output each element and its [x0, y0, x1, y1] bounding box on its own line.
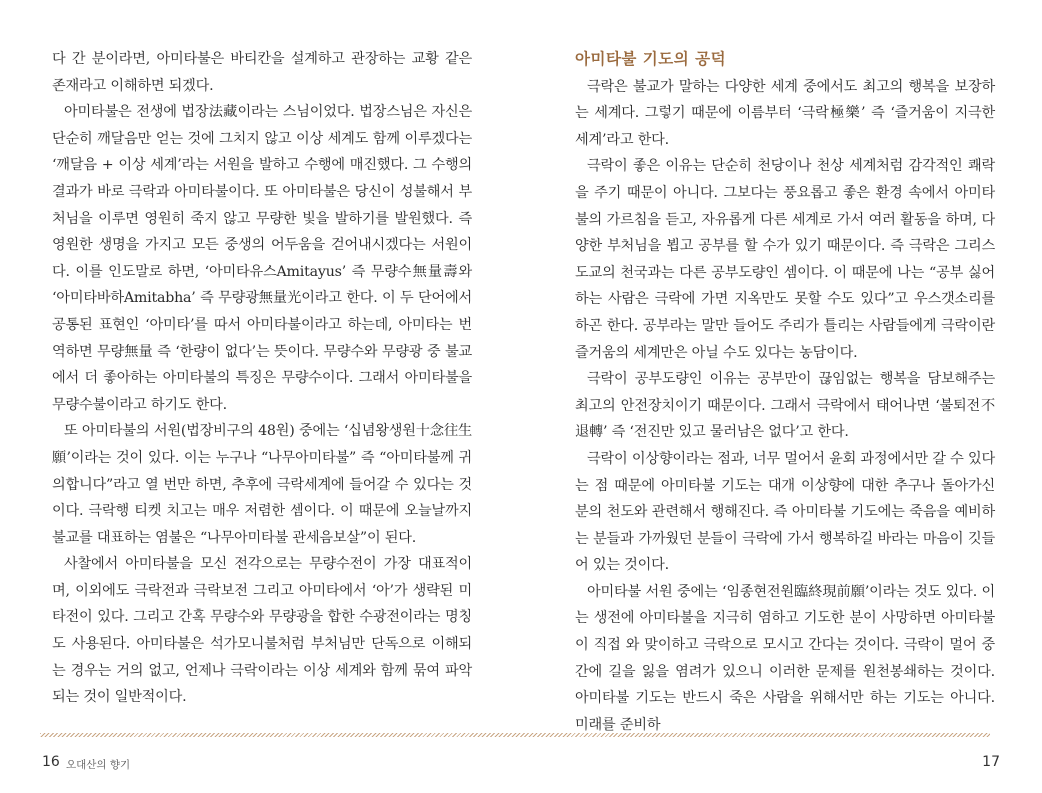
left-paragraph-1: 다 간 분이라면, 아미타불은 바티칸을 설계하고 관장하는 교황 같은 존재라고 이해하면 되겠다. — [52, 51, 472, 94]
left-page-number: 16 — [42, 754, 60, 770]
right-paragraph-2: 극락이 좋은 이유는 단순히 천당이나 천상 세계처럼 감각적인 쾌락을 주기 때문이 아니다. 그보다는 풍요롭고 좋은 환경 속에서 아미타불의 가르침을 듣고, 자유롭게 다른 세계로 가서 여러 활동을 하며, 다양한 부처님을 뵙고 공부를 할 수가 있기 때문이다. 즉 극락은 그리스도교의 천국과는 다른 공부도량인 셈이다. 이 때문에 나는 “공부 싫어하는 사람은 극락에 가면 지옥만도 못할 수도 있다”고 우스갯소리를 하곤 한다. 공부라는 말만 들어도 주리가 틀리는 사람들에게 극락이란 즐거움의 세계만은 아닐 수도 있다는 농담이다. — [575, 158, 995, 361]
right-paragraph-5: 아미타불 서원 중에는 ‘임종현전원臨終現前願’이라는 것도 있다. 이는 생전에 아미타불을 지극히 염하고 기도한 분이 사망하면 아미타불이 직접 와 맞이하고 극락으로 모시고 간다는 것이다. 극락이 멀어 중간에 길을 잃을 염려가 있으니 이러한 문제를 원천봉쇄하는 것이다. 아미타불 기도는 반드시 죽은 사람을 위해서만 하는 기도는 아니다. 미래를 준비하 — [575, 583, 995, 733]
left-paragraph-2: 아미타불은 전생에 법장法藏이라는 스님이었다. 법장스님은 자신은 단순히 깨달음만 얻는 것에 그치지 않고 이상 세계도 함께 이루겠다는 ‘깨달음 + 이상 세계’라는 서원을 발하고 수행에 매진했다. 그 수행의 결과가 바로 극락과 아미타불이다. 또 아미타불은 당신이 성불해서 부처님을 이루면 영원히 죽지 않고 무량한 빛을 발하기를 발원했다. 즉 영원한 생명을 가지고 모든 중생의 어두움을 걷어내시겠다는 서원이다. 이를 인도말로 하면, ‘아미타유스Amitayus’ 즉 무량수無量壽와 ‘아미타바하Amitabha’ 즉 무량광無量光이라고 한다. 이 두 단어에서 공통된 표현인 ‘아미타’를 따서 아미타불이라고 하는데, 아미타는 번역하면 무량無量 즉 ‘한량이 없다’는 뜻이다. 무량수와 무량광 중 불교에서 더 좋아하는 아미타불의 특징은 무량수이다. 그래서 아미타불을 무량수불이라고 하기도 한다. — [52, 104, 472, 413]
left-paragraph-3: 또 아미타불의 서원(법장비구의 48원) 중에는 ‘십념왕생원十念往生願’이라는 것이 있다. 이는 누구나 “나무아미타불” 즉 “아미타불께 귀의합니다”라고 열 번만 하면, 추후에 극락세계에 들어갈 수 있다는 것이다. 극락행 티켓 치고는 매우 저렴한 셈이다. 이 때문에 오늘날까지 불교를 대표하는 염불은 “나무아미타불 관세음보살”이 된다. — [52, 423, 472, 546]
section-heading: 아미타불 기도의 공덕 — [575, 50, 727, 68]
right-page-body — [575, 46, 995, 738]
footer-divider — [40, 733, 990, 737]
right-paragraph-4: 극락이 이상향이라는 점과, 너무 멀어서 윤회 과정에서만 갈 수 있다는 점 때문에 아미타불 기도는 대개 이상향에 대한 추구나 돌아가신 분의 천도와 관련해서 행해진다. 즉 아미타불 기도에는 죽음을 예비하는 분들과 가까웠던 분들이 극락에 가서 행복하길 바라는 마음이 깃들어 있는 것이다. — [575, 450, 995, 574]
left-paragraph-4: 사찰에서 아미타불을 모신 전각으로는 무량수전이 가장 대표적이며, 이외에도 극락전과 극락보전 그리고 아미타에서 ‘아’가 생략된 미타전이 있다. 그리고 간혹 무량수와 무량광을 합한 수광전이라는 명칭도 사용된다. 아미타불은 석가모니불처럼 부처님만 단독으로 이해되는 경우는 거의 없고, 언제나 극락이라는 이상 세계와 함께 묶여 파악되는 것이 일반적이다. — [52, 556, 472, 706]
left-page-body — [52, 46, 472, 711]
running-footer-title: 오대산의 향기 — [66, 759, 131, 771]
right-paragraph-1: 극락은 불교가 말하는 다양한 세계 중에서도 최고의 행복을 보장하는 세계다. 그렇기 때문에 이름부터 ‘극락極樂’ 즉 ‘즐거움이 지극한 세계’라고 한다. — [575, 78, 995, 148]
right-page-number: 17 — [982, 754, 1000, 770]
right-paragraph-3: 극락이 공부도량인 이유는 공부만이 끊임없는 행복을 담보해주는 최고의 안전장치이기 때문이다. 그래서 극락에서 태어나면 ‘불퇴전不退轉’ 즉 ‘전진만 있고 물러남은 없다’고 한다. — [575, 371, 995, 441]
